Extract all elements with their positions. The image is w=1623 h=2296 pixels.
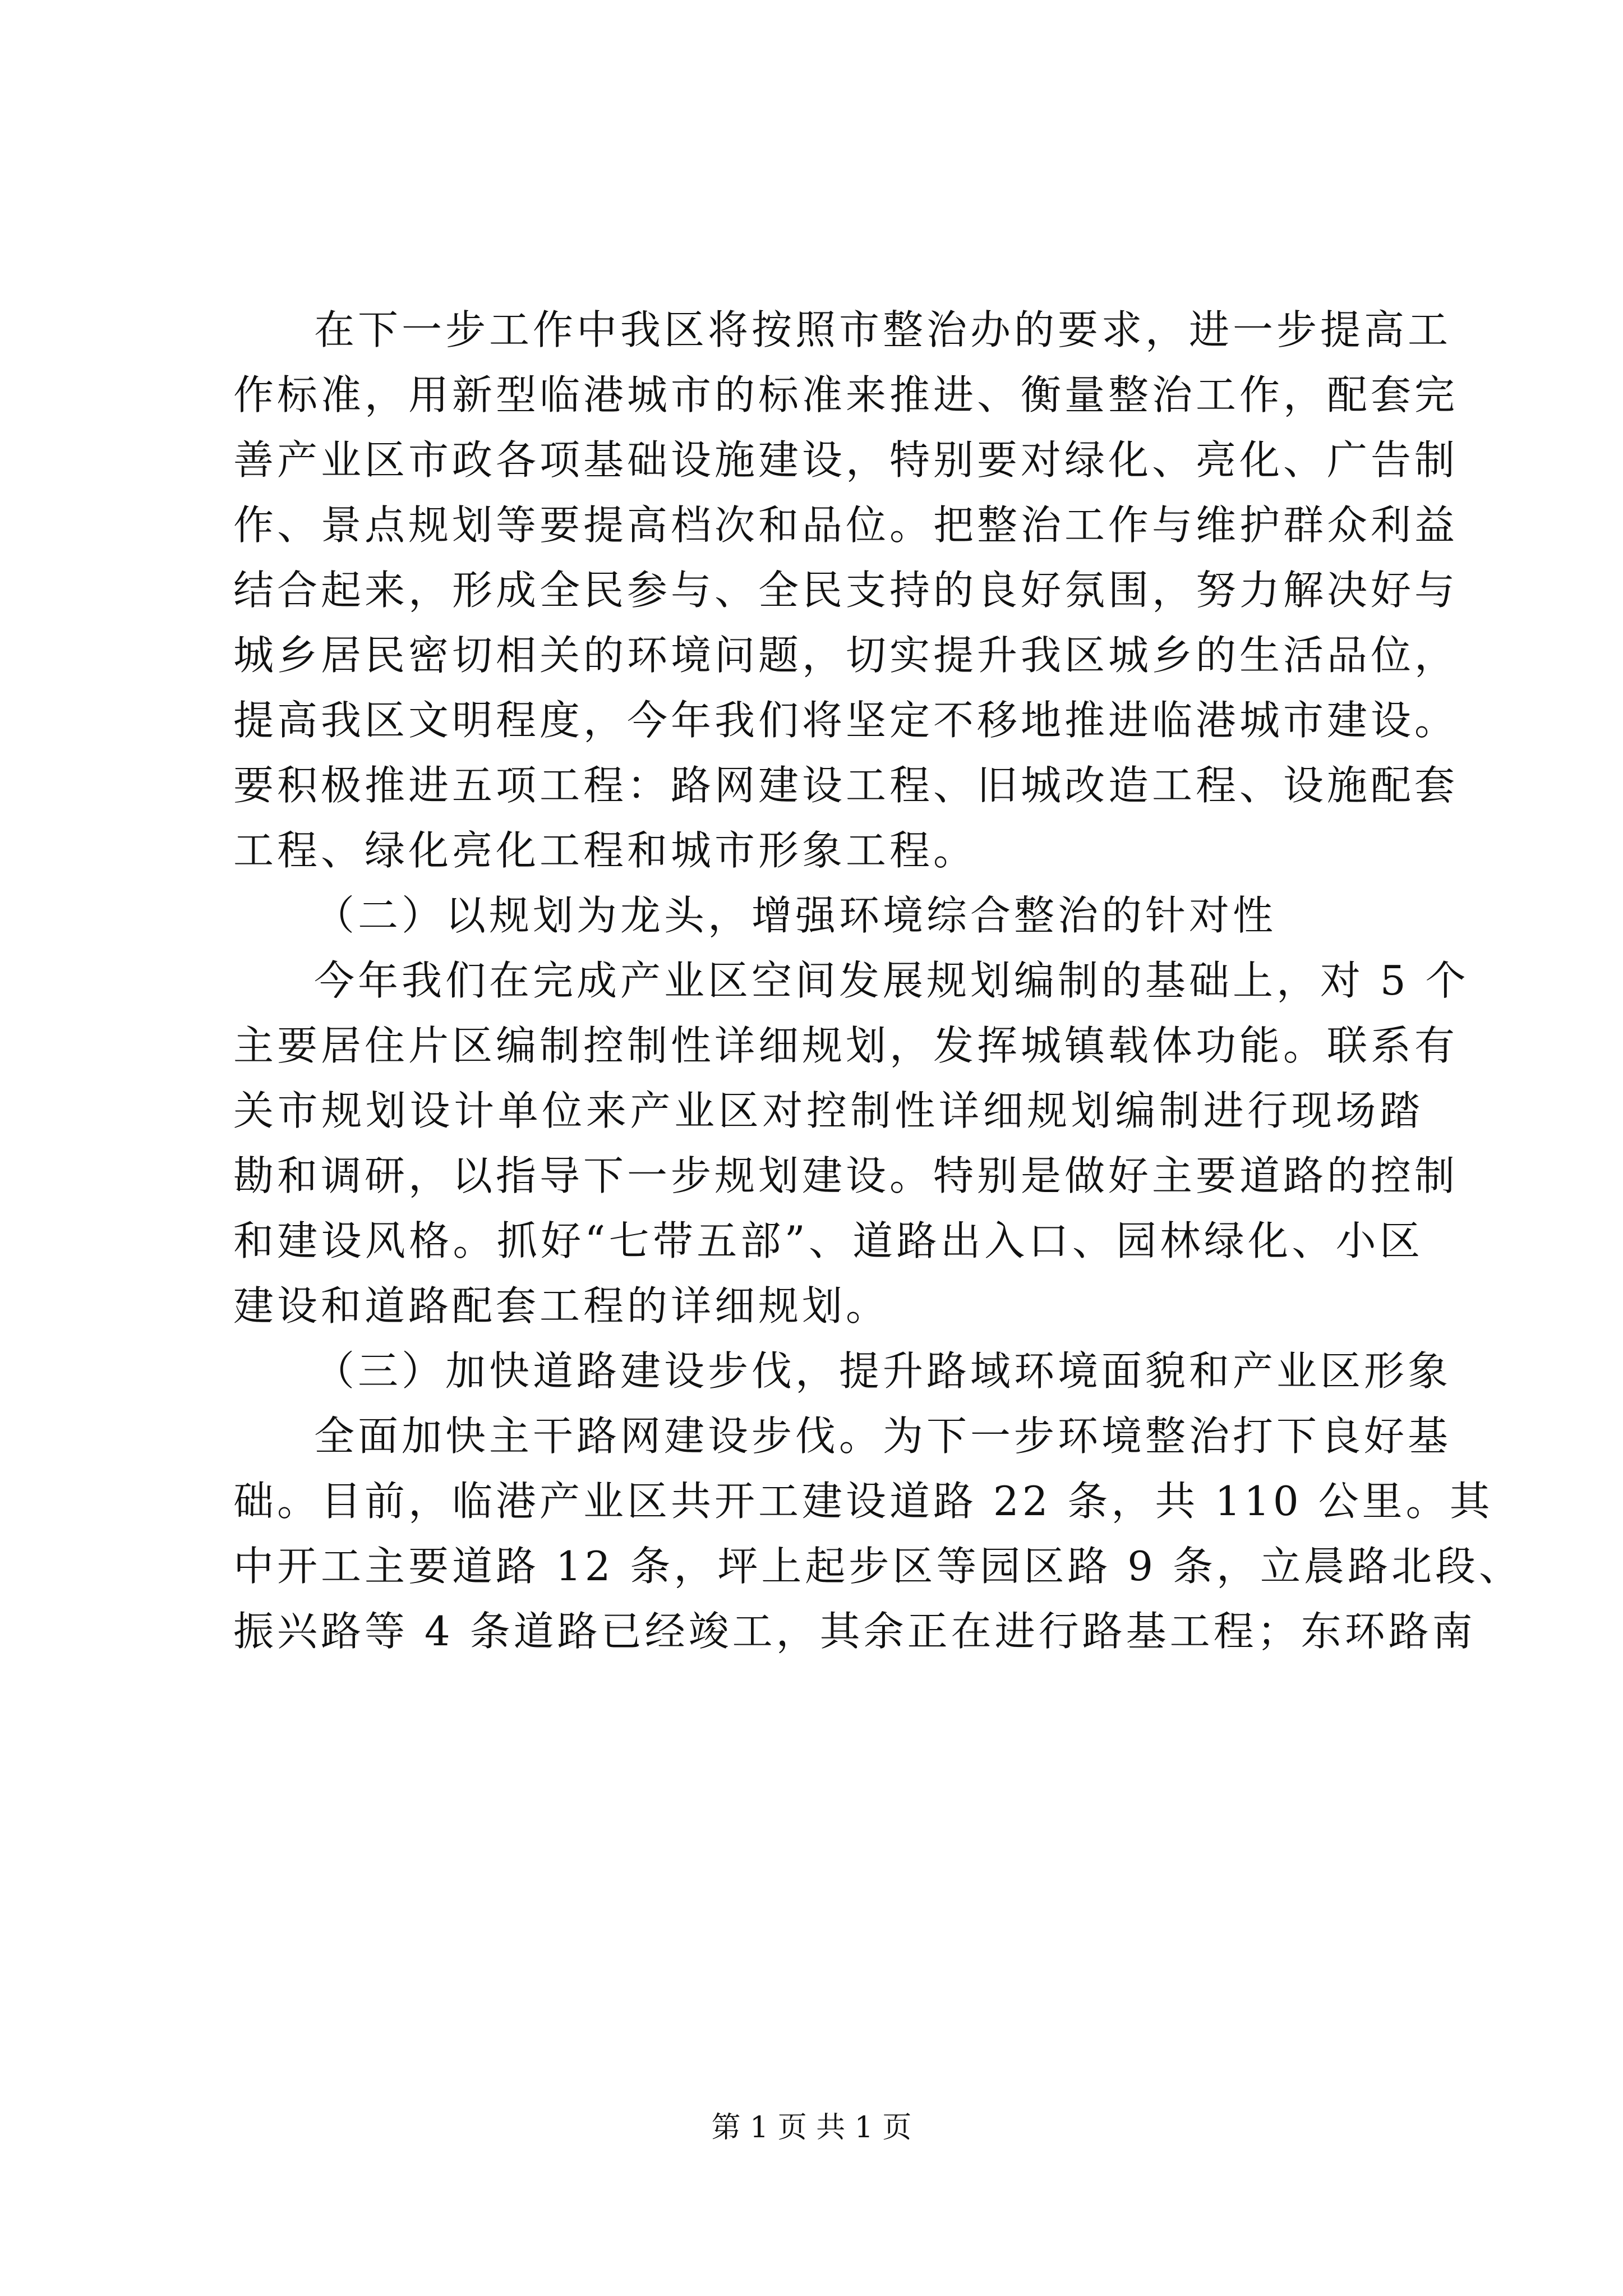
- paragraph-line: 关市规划设计单位来产业区对控制性详细规划编制进行现场踏: [233, 1087, 1423, 1134]
- paragraph-line: 城乡居民密切相关的环境问题，切实提升我区城乡的生活品位，: [233, 632, 1459, 679]
- paragraph-line: 和建设风格。抓好“七带五部”、道路出入口、园林绿化、小区: [233, 1217, 1423, 1264]
- paragraph-line: 要积极推进五项工程：路网建设工程、旧城改造工程、设施配套: [233, 762, 1459, 809]
- paragraph-line: 础。目前，临港产业区共开工建设道路 22 条，共 110 公里。其: [233, 1478, 1493, 1525]
- paragraph-line: 在下一步工作中我区将按照市整治办的要求，进一步提高工: [314, 306, 1452, 353]
- section-heading: （二）以规划为龙头，增强环境综合整治的针对性: [314, 892, 1277, 939]
- paragraph-line: 工程、绿化亮化工程和城市形象工程。: [233, 827, 978, 874]
- paragraph-line: 作标准，用新型临港城市的标准来推进、衡量整治工作，配套完: [233, 371, 1459, 418]
- paragraph-line: 善产业区市政各项基础设施建设，特别要对绿化、亮化、广告制: [233, 436, 1459, 484]
- paragraph-line: 中开工主要道路 12 条，坪上起步区等园区路 9 条，立晨路北段、: [233, 1543, 1523, 1590]
- paragraph-line: 全面加快主干路网建设步伐。为下一步环境整治打下良好基: [314, 1412, 1452, 1460]
- section-heading: （三）加快道路建设步伐，提升路域环境面貌和产业区形象: [314, 1347, 1452, 1395]
- page-number-footer: 第 1 页 共 1 页: [711, 2111, 912, 2145]
- paragraph-line: 今年我们在完成产业区空间发展规划编制的基础上，对 5 个: [314, 957, 1469, 1004]
- paragraph-line: 主要居住片区编制控制性详细规划，发挥城镇载体功能。联系有: [233, 1022, 1459, 1069]
- paragraph-line: 作、景点规划等要提高档次和品位。把整治工作与维护群众利益: [233, 501, 1459, 549]
- paragraph-line: 提高我区文明程度，今年我们将坚定不移地推进临港城市建设。: [233, 697, 1459, 744]
- paragraph-line: 勘和调研，以指导下一步规划建设。特别是做好主要道路的控制: [233, 1152, 1459, 1199]
- paragraph-line: 建设和道路配套工程的详细规划。: [233, 1282, 890, 1329]
- paragraph-line: 结合起来，形成全民参与、全民支持的良好氛围，努力解决好与: [233, 567, 1459, 614]
- paragraph-line: 振兴路等 4 条道路已经竣工，其余正在进行路基工程；东环路南: [233, 1608, 1476, 1655]
- document-body: [233, 297, 1523, 1664]
